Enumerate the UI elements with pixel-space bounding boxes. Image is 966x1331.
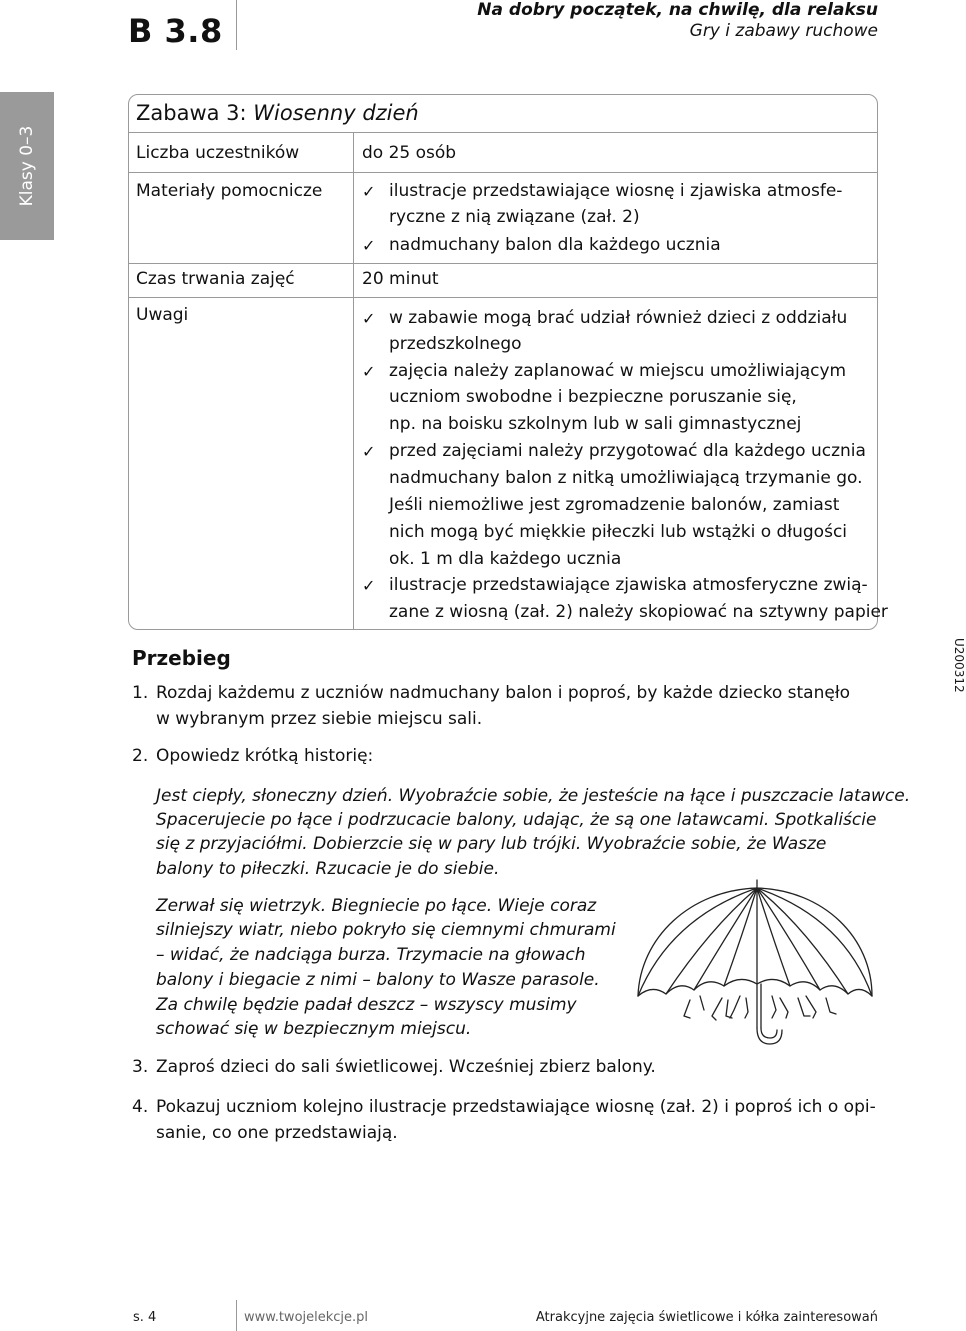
step-line: w wybranym przez siebie miejscu sali. bbox=[156, 709, 483, 729]
notes-line: zane z wiosną (zał. 2) należy skopiować na sztywny papier bbox=[389, 602, 888, 622]
step-number: 2. bbox=[132, 746, 149, 766]
box-divider bbox=[128, 297, 878, 298]
grade-tab bbox=[0, 92, 54, 240]
box-divider bbox=[128, 132, 878, 133]
step-line: Rozdaj każdemu z uczniów nadmuchany balon i poproś, by każde dziecko stanęło bbox=[156, 683, 851, 703]
footer-publication: Atrakcyjne zajęcia świetlicowe i kółka zainteresowań bbox=[535, 1310, 878, 1325]
grade-tab-label: Klasy 0–3 bbox=[17, 125, 37, 207]
step-line: Opowiedz krótką historię: bbox=[156, 746, 374, 766]
materials-line: ryczne z nią związane (zał. 2) bbox=[389, 207, 640, 227]
step-number: 1. bbox=[132, 683, 149, 703]
notes-line: uczniom swobodne i bezpieczne poruszanie się, bbox=[389, 387, 797, 407]
story-line: silniejszy wiatr, niebo pokryło się ciemnymi chmurami bbox=[156, 920, 616, 940]
activity-title: Zabawa 3: Wiosenny dzień bbox=[136, 101, 419, 125]
duration-value: 20 minut bbox=[362, 269, 439, 289]
check-icon: ✓ bbox=[362, 442, 376, 461]
story-line: balony to piłeczki. Rzucacie je do siebie. bbox=[156, 859, 500, 879]
story-line: Jest ciepły, słoneczny dzień. Wyobraźcie sobie, że jesteście na łące i puszczacie latawce. bbox=[156, 786, 911, 806]
box-divider bbox=[128, 263, 878, 264]
story-line: Spacerujecie po łące i podrzucacie balony, udając, że są one latawcami. Spotkaliście bbox=[156, 810, 877, 830]
check-icon: ✓ bbox=[362, 362, 376, 381]
story-line: się z przyjaciółmi. Dobierzcie się w pary lub trójki. Wyobraźcie sobie, że Wasze bbox=[156, 834, 827, 854]
story-line: Za chwilę będzie padał deszcz – wszyscy musimy bbox=[156, 995, 577, 1015]
section-title: Przebieg bbox=[132, 646, 231, 670]
box-column-divider bbox=[353, 132, 354, 630]
notes-line: np. na boisku szkolnym lub w sali gimnastycznej bbox=[389, 414, 802, 434]
participants-label: Liczba uczestników bbox=[136, 143, 300, 163]
footer-divider bbox=[236, 1300, 237, 1331]
footer-url[interactable]: www.twojelekcje.pl bbox=[244, 1310, 369, 1325]
umbrella-illustration bbox=[630, 878, 880, 1048]
header-title: Na dobry początek, na chwilę, dla relaksu bbox=[477, 0, 878, 20]
story-line: – widać, że nadciąga burza. Trzymacie na głowach bbox=[156, 945, 586, 965]
story-line: Zerwał się wietrzyk. Biegniecie po łące. Wieje coraz bbox=[156, 896, 597, 916]
notes-line: zajęcia należy zaplanować w miejscu umożliwiającym bbox=[389, 361, 847, 381]
notes-line: nich mogą być miękkie piłeczki lub wstążki o długości bbox=[389, 522, 848, 542]
story-line: schować się w bezpiecznym miejscu. bbox=[156, 1019, 472, 1039]
check-icon: ✓ bbox=[362, 236, 376, 255]
notes-line: przedszkolnego bbox=[389, 334, 522, 354]
step-number: 3. bbox=[132, 1057, 149, 1077]
notes-line: ok. 1 m dla każdego ucznia bbox=[389, 549, 622, 569]
check-icon: ✓ bbox=[362, 309, 376, 328]
header-subtitle: Gry i zabawy ruchowe bbox=[689, 21, 878, 41]
check-icon: ✓ bbox=[362, 576, 376, 595]
duration-label: Czas trwania zajęć bbox=[136, 269, 295, 289]
notes-line: Jeśli niemożliwe jest zgromadzenie balonów, zamiast bbox=[389, 495, 840, 515]
materials-label: Materiały pomocnicze bbox=[136, 181, 323, 201]
notes-label: Uwagi bbox=[136, 305, 189, 325]
notes-line: ilustracje przedstawiające zjawiska atmosferyczne zwią- bbox=[389, 575, 868, 595]
participants-value: do 25 osób bbox=[362, 143, 457, 163]
story-line: balony i biegacie z nimi – balony to Wasze parasole. bbox=[156, 970, 600, 990]
header-divider bbox=[236, 0, 237, 50]
notes-line: w zabawie mogą brać udział również dzieci z oddziału bbox=[389, 308, 848, 328]
box-divider bbox=[128, 172, 878, 173]
page-number: s. 4 bbox=[133, 1310, 157, 1325]
check-icon: ✓ bbox=[362, 182, 376, 201]
materials-line: ilustracje przedstawiające wiosnę i zjawiska atmosfe- bbox=[389, 181, 843, 201]
step-number: 4. bbox=[132, 1097, 149, 1117]
step-line: sanie, co one przedstawiają. bbox=[156, 1123, 398, 1143]
notes-line: nadmuchany balon z nitką umożliwiającą trzymanie go. bbox=[389, 468, 863, 488]
notes-line: przed zajęciami należy przygotować dla każdego ucznia bbox=[389, 441, 866, 461]
section-code: B 3.8 bbox=[128, 12, 223, 50]
materials-line: nadmuchany balon dla każdego ucznia bbox=[389, 235, 721, 255]
step-line: Pokazuj uczniom kolejno ilustracje przedstawiające wiosnę (zał. 2) i poproś ich o opi- bbox=[156, 1097, 876, 1117]
step-line: Zaproś dzieci do sali świetlicowej. Wcześniej zbierz balony. bbox=[156, 1057, 656, 1077]
